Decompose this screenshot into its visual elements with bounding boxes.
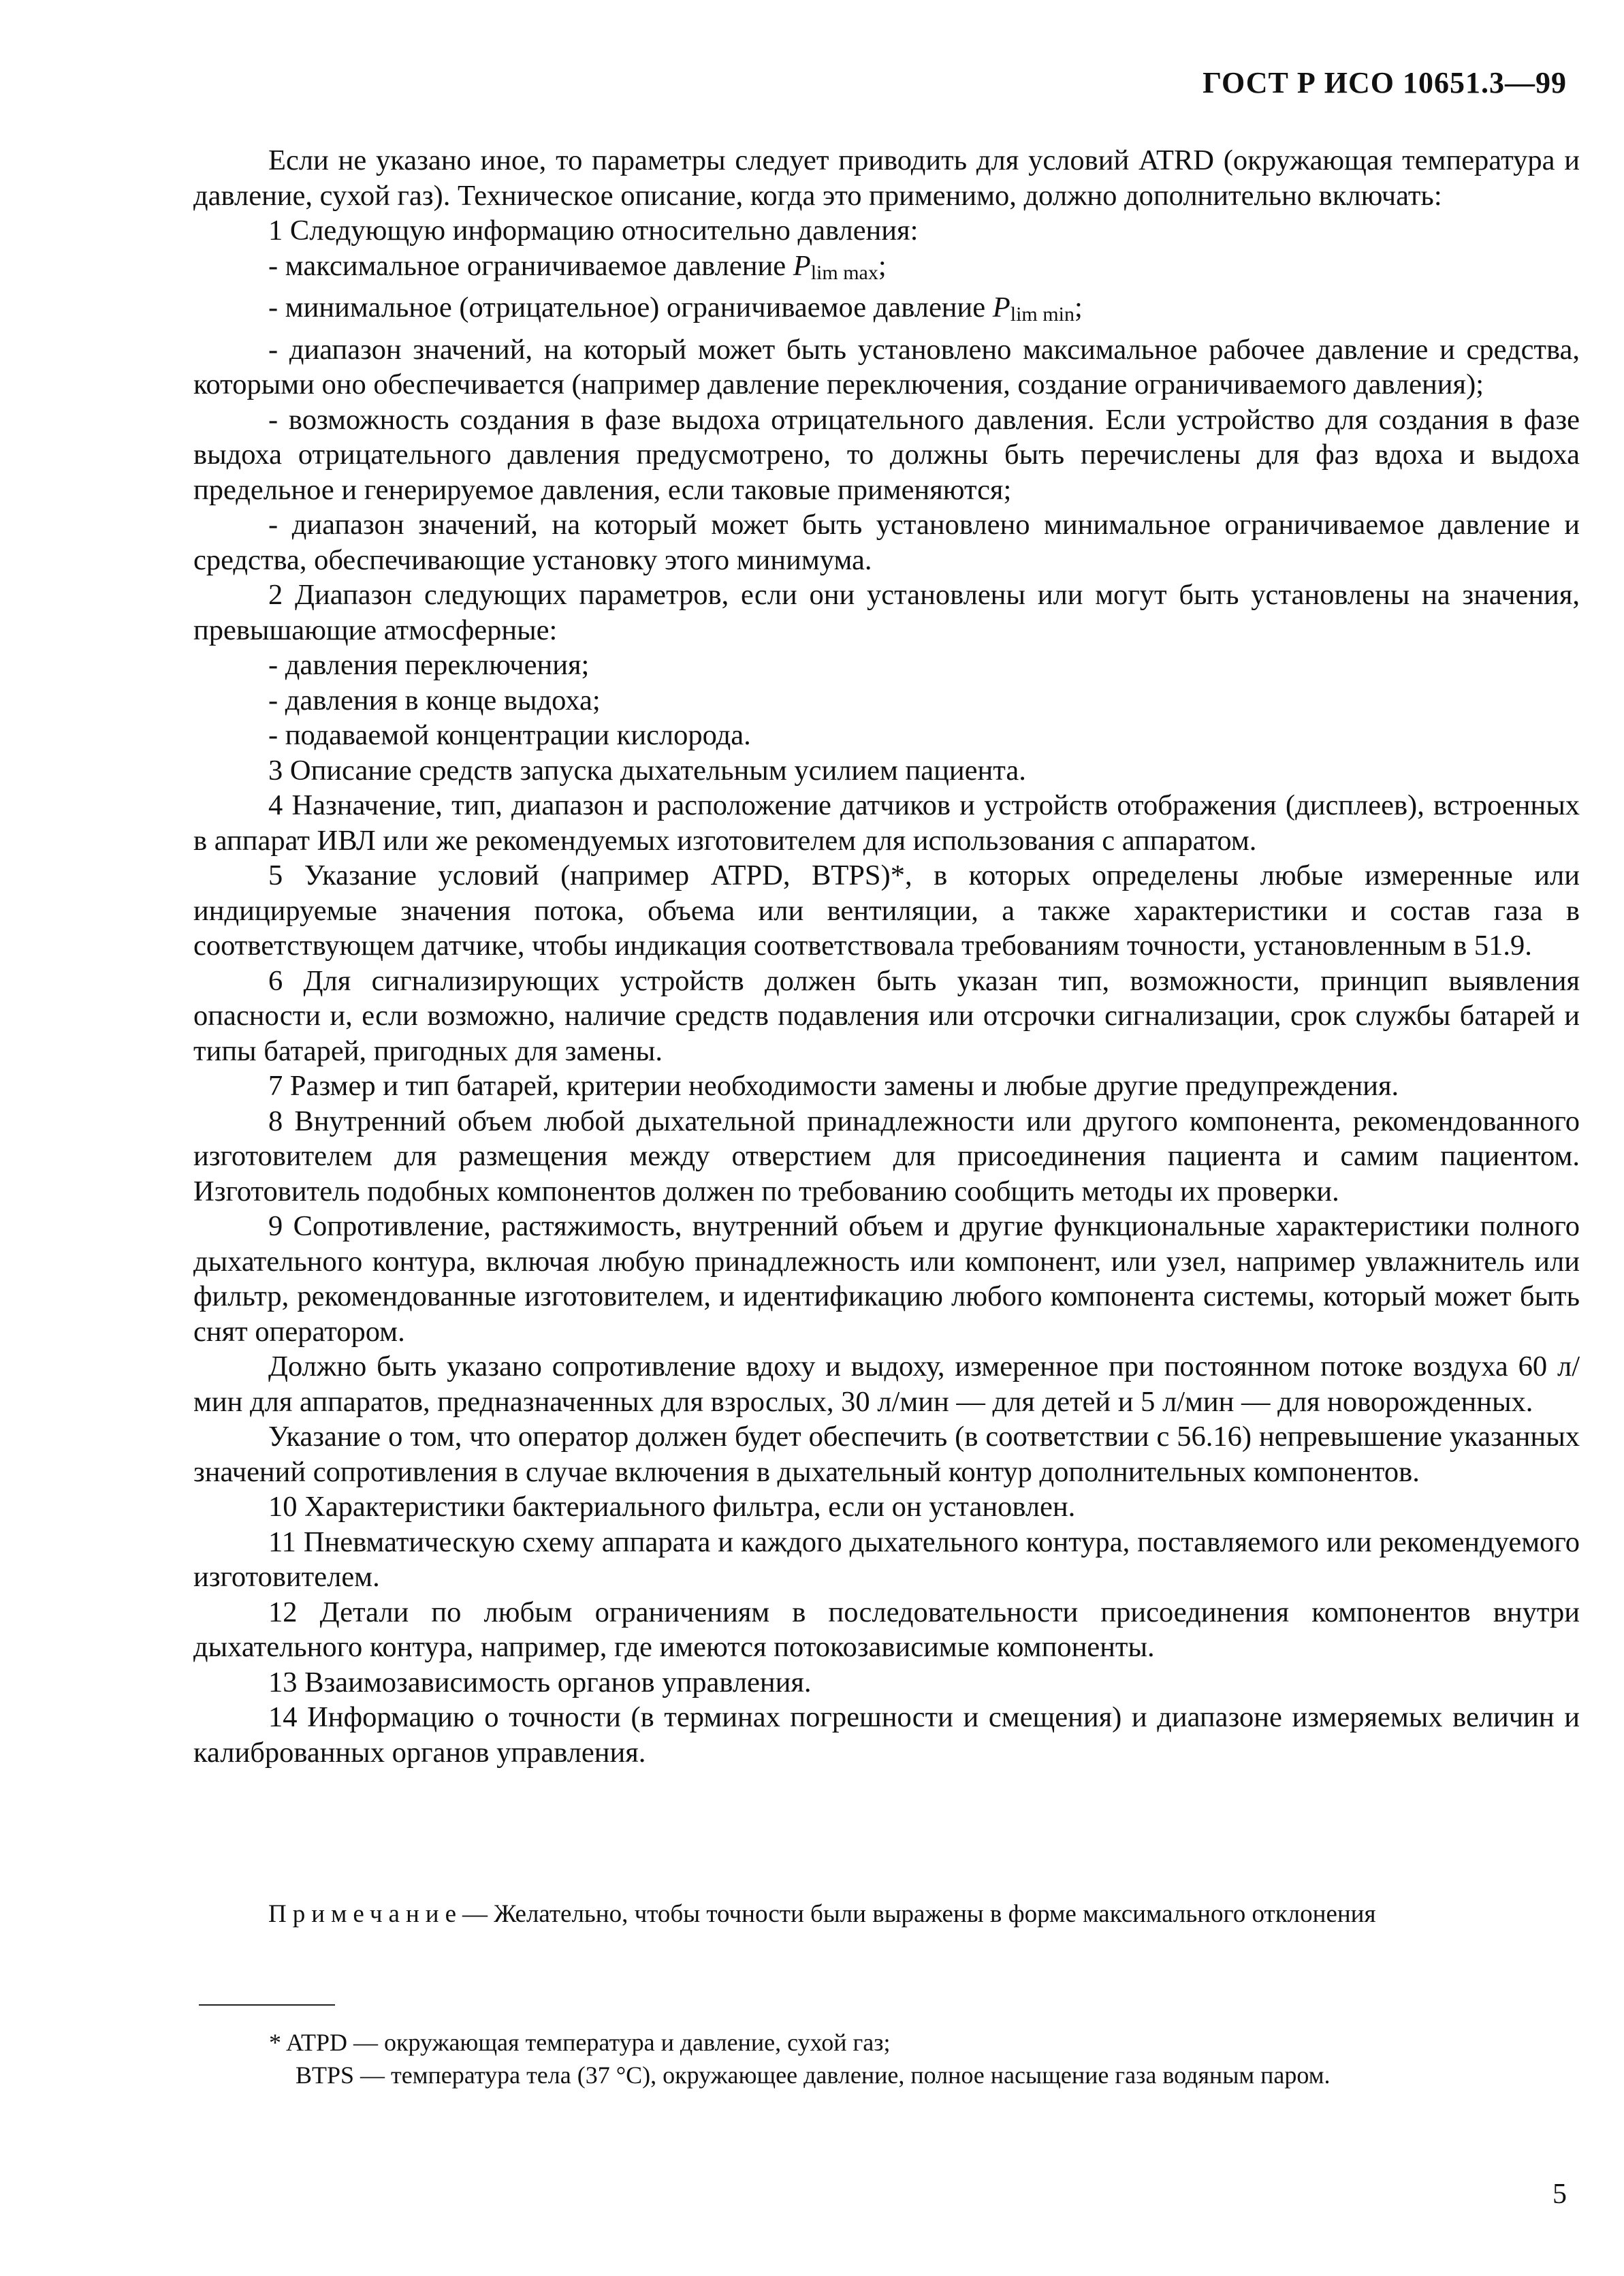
item-1-range-min: - диапазон значений, на который может быть установлено минимальное ограничиваемое давление и средства, обеспечивающие установку этого минимума.	[193, 509, 1580, 576]
document-header: ГОСТ Р ИСО 10651.3—99	[1203, 66, 1567, 99]
item-2: 2 Диапазон следующих параметров, если они установлены или могут быть установлены на значения, превышающие атмосферные:	[193, 579, 1580, 646]
item-9-operator-note: Указание о том, что оператор должен будет обеспечить (в соответствии с 56.16) непревышение указанных значений сопротивления в случае включения в дыхательный контур дополнительных компонентов.	[193, 1421, 1580, 1488]
pressure-symbol: P	[793, 249, 811, 282]
footnote-atpd: * ATPD — окружающая температура и давление, сухой газ;	[269, 2029, 891, 2056]
footnote-divider	[199, 2004, 335, 2006]
item-3: 3 Описание средств запуска дыхательным усилием пациента.	[268, 754, 1026, 787]
item-5: 5 Указание условий (например ATPD, BTPS)*, в которых определены любые измеренные или индицируемые значения потока, объема или вентиляции, а также характеристики и состав газа в соответствующем датчике, чтобы индикация соответствовала требованиям точности, установленным в 51.9.	[193, 859, 1580, 962]
item-1-min-pressure-text: - минимальное (отрицательное) ограничиваемое давление	[268, 291, 993, 323]
page-number: 5	[1553, 2179, 1567, 2210]
item-1-max-pressure-text: - максимальное ограничиваемое давление	[268, 249, 793, 282]
item-1-negative-pressure: - возможность создания в фазе выдоха отрицательного давления. Если устройство для создания в фазе выдоха отрицательного давления предусмотрено, то должны быть перечислены для фаз вдоха и выдоха предельное и генерируемое давления, если таковые применяются;	[193, 403, 1580, 506]
item-1-max-pressure-end: ;	[878, 249, 887, 282]
item-13: 13 Взаимозависимость органов управления.	[268, 1666, 812, 1698]
item-6: 6 Для сигнализирующих устройств должен быть указан тип, возможности, принцип выявления опасности и, если возможно, наличие средств подавления или отсрочки сигнализации, срок службы батарей и типы батарей, пригодных для замены.	[193, 964, 1580, 1067]
item-2-end-expiratory-pressure: - давления в конце выдоха;	[268, 684, 601, 716]
item-2-switch-pressure: - давления переключения;	[268, 649, 590, 681]
item-9-resistance: Должно быть указано сопротивление вдоху и выдоху, измеренное при постоянном потоке воздуха 60 л/мин для аппаратов, предназначенных для взрослых, 30 л/мин — для детей и 5 л/мин — для новорожденных.	[193, 1350, 1580, 1418]
item-8: 8 Внутренний объем любой дыхательной принадлежности или другого компонента, рекомендованного изготовителем для размещения между отверстием для присоединения пациента и самим пациентом. Изготовитель подобных компонентов должен по требованию сообщить методы их проверки.	[193, 1105, 1580, 1207]
note-text: — Желательно, чтобы точности были выражены в форме максимального отклонения	[462, 1900, 1376, 1928]
item-12: 12 Детали по любым ограничениям в последовательности присоединения компонентов внутри дыхательного контура, например, где имеются потокозависимые компоненты.	[193, 1596, 1580, 1663]
item-11: 11 Пневматическую схему аппарата и каждого дыхательного контура, поставляемого или рекомендуемого изготовителем.	[193, 1526, 1580, 1593]
pressure-subscript: lim min	[1010, 303, 1074, 326]
item-9: 9 Сопротивление, растяжимость, внутренний объем и другие функциональные характеристики полного дыхательного контура, включая любую принадлежность или компонент, или узел, например увлажнитель или фильтр, рекомендованные изготовителем, и идентификацию любого компонента системы, который может быть снят оператором.	[193, 1210, 1580, 1348]
footnote-btps: BTPS — температура тела (37 °С), окружающее давление, полное насыщение газа водяным паром.	[296, 2061, 1331, 2089]
note-label: Примечание	[268, 1900, 462, 1928]
item-10: 10 Характеристики бактериального фильтра, если он установлен.	[268, 1491, 1076, 1523]
item-1-max-pressure	[193, 249, 1580, 291]
item-1-min-pressure-end: ;	[1074, 291, 1083, 323]
pressure-symbol: P	[992, 291, 1010, 323]
item-1-min-pressure	[193, 290, 1580, 332]
body-text	[193, 143, 1580, 1770]
item-4: 4 Назначение, тип, диапазон и расположение датчиков и устройств отображения (дисплеев), встроенных в аппарат ИВЛ или же рекомендуемых изготовителем для использования с аппаратом.	[193, 789, 1580, 857]
footnotes	[269, 2026, 1576, 2091]
note	[193, 1899, 1580, 1930]
intro-paragraph: Если не указано иное, то параметры следует приводить для условий ATRD (окружающая температура и давление, сухой газ). Техническое описание, когда это применимо, должно дополнительно включать:	[193, 144, 1580, 212]
item-1-range-max: - диапазон значений, на который может быть установлено максимальное рабочее давление и средства, которыми оно обеспечивается (например давление переключения, создание ограничиваемого давления);	[193, 333, 1580, 400]
item-7: 7 Размер и тип батарей, критерии необходимости замены и любые другие предупреждения.	[268, 1070, 1399, 1102]
item-2-oxygen-concentration: - подаваемой концентрации кислорода.	[268, 719, 751, 751]
pressure-subscript: lim max	[810, 261, 878, 284]
item-1: 1 Следующую информацию относительно давления:	[268, 215, 919, 247]
item-14: 14 Информацию о точности (в терминах погрешности и смещения) и диапазоне измеряемых величин и калиброванных органов управления.	[193, 1701, 1580, 1769]
